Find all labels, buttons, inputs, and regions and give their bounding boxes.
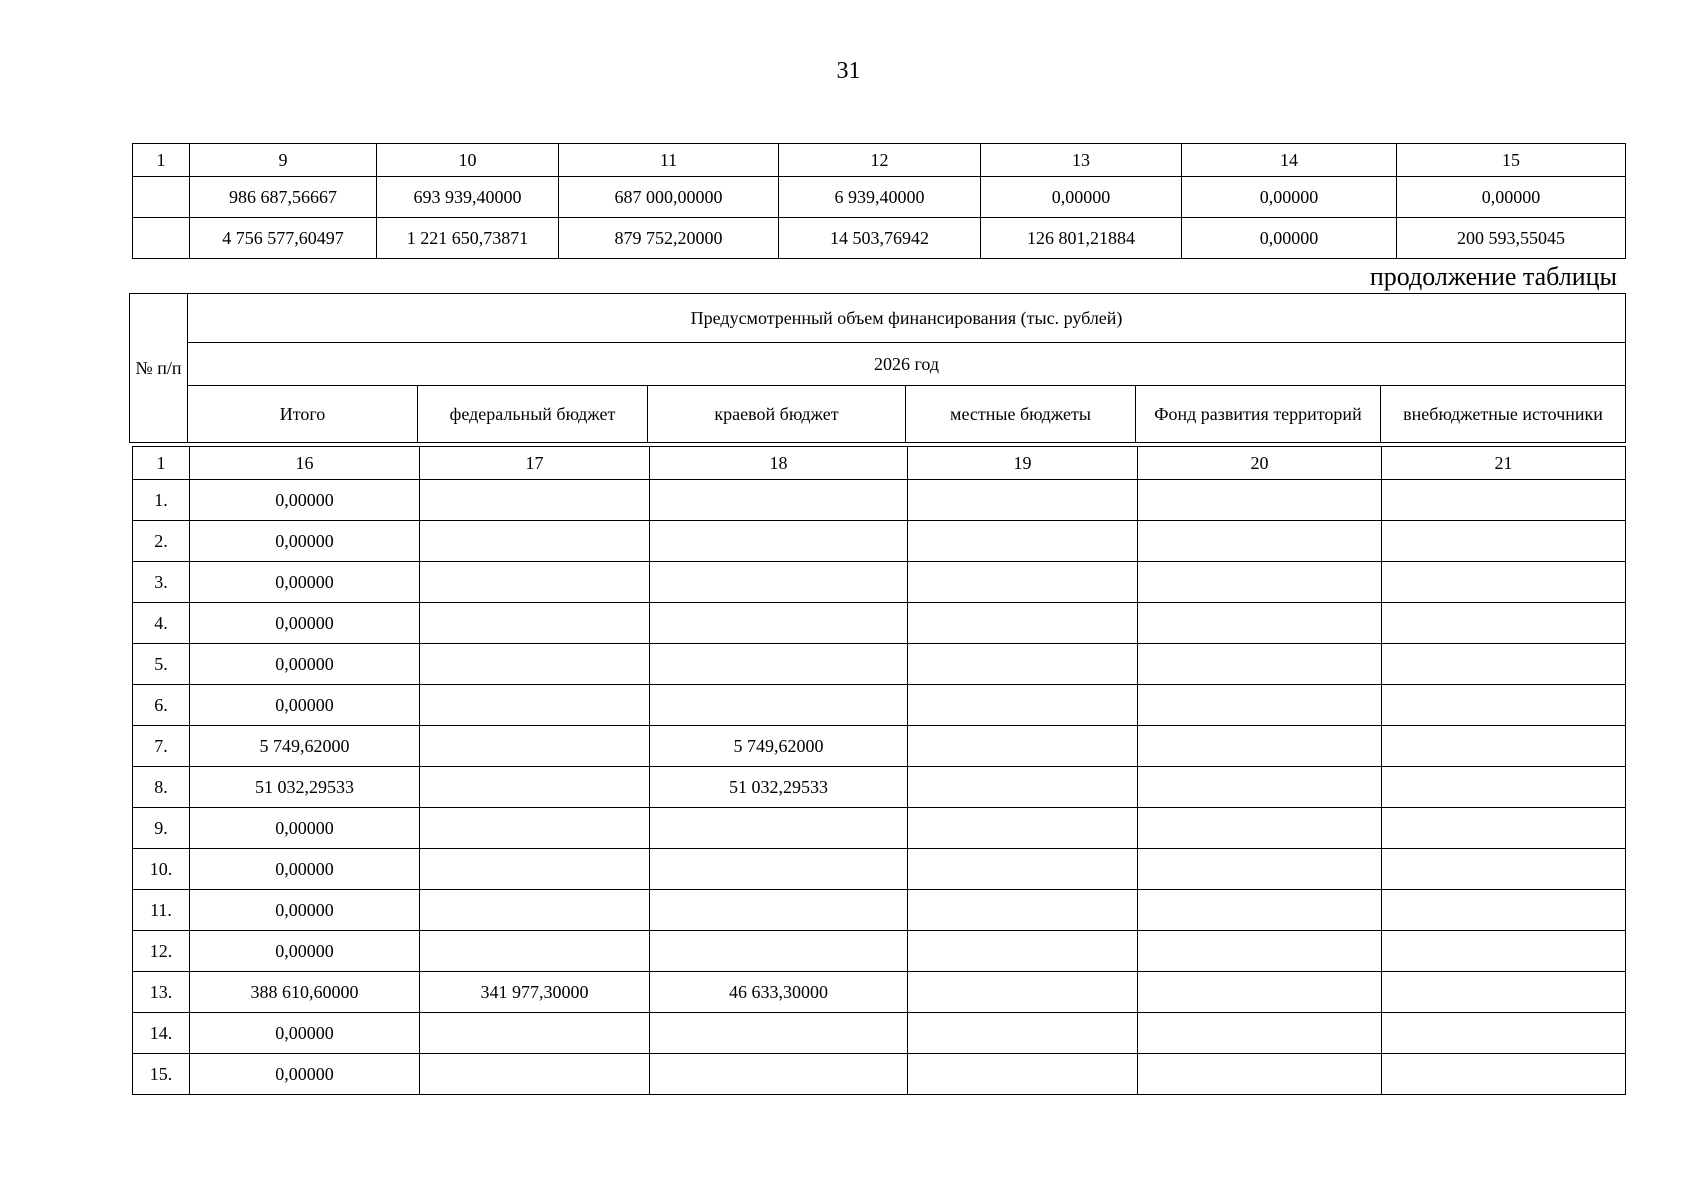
value-cell [1382,685,1626,726]
value-cell [1138,972,1382,1013]
value-cell: 5 749,62000 [650,726,908,767]
column-header-local-budgets: местные бюджеты [906,386,1136,443]
table-row [133,685,1626,726]
value-cell: 0,00000 [190,1054,420,1095]
value-cell [908,972,1138,1013]
value-cell: 5 749,62000 [190,726,420,767]
value-cell: 0,00000 [190,890,420,931]
row-number-cell [133,218,190,259]
table-row [133,1054,1626,1095]
value-cell: 4 756 577,60497 [190,218,377,259]
value-cell [1138,562,1382,603]
value-cell [1382,972,1626,1013]
value-cell: 0,00000 [190,521,420,562]
column-number-cell: 10 [377,144,559,177]
value-cell [650,644,908,685]
value-cell [1138,808,1382,849]
value-cell [908,890,1138,931]
table-row [133,890,1626,931]
page-number: 31 [836,58,861,84]
row-number-cell: 1. [133,480,190,521]
value-cell: 51 032,29533 [190,767,420,808]
value-cell [650,562,908,603]
value-cell [1138,480,1382,521]
value-cell [420,767,650,808]
table-row [133,562,1626,603]
value-cell [1138,726,1382,767]
row-number-cell: 3. [133,562,190,603]
value-cell [1382,521,1626,562]
value-cell: 46 633,30000 [650,972,908,1013]
funding-header-table [129,293,1626,443]
value-cell [1382,644,1626,685]
value-cell [1138,521,1382,562]
column-number-cell: 9 [190,144,377,177]
row-number-cell: 5. [133,644,190,685]
column-number-cell: 15 [1397,144,1626,177]
column-number-cell: 1 [133,144,190,177]
column-header-num: № п/п [130,294,188,443]
column-number-cell: 18 [650,447,908,480]
column-header-territory-fund: Фонд развития территорий [1136,386,1381,443]
value-cell [1382,603,1626,644]
value-cell [1382,480,1626,521]
value-cell: 1 221 650,73871 [377,218,559,259]
value-cell [908,849,1138,890]
table-row [133,1013,1626,1054]
value-cell [650,685,908,726]
value-cell: 341 977,30000 [420,972,650,1013]
table-row [133,972,1626,1013]
table-row [133,218,1626,259]
value-cell [1138,931,1382,972]
value-cell: 0,00000 [190,562,420,603]
value-cell: 687 000,00000 [559,177,779,218]
table-row [133,849,1626,890]
table-row [133,808,1626,849]
value-cell [420,931,650,972]
value-cell [1382,562,1626,603]
value-cell [1382,767,1626,808]
value-cell [1138,849,1382,890]
value-cell [650,890,908,931]
value-cell: 0,00000 [190,603,420,644]
value-cell [420,521,650,562]
column-number-cell: 11 [559,144,779,177]
table-row [133,767,1626,808]
value-cell [908,480,1138,521]
value-cell [420,808,650,849]
value-cell [1382,849,1626,890]
value-cell [1138,603,1382,644]
value-cell: 0,00000 [190,808,420,849]
funding-volume-header: Предусмотренный объем финансирования (тыс. рублей) [188,294,1626,343]
value-cell [1138,767,1382,808]
value-cell: 200 593,55045 [1397,218,1626,259]
value-cell [1382,1013,1626,1054]
row-number-cell: 13. [133,972,190,1013]
value-cell [420,644,650,685]
value-cell [420,562,650,603]
value-cell [908,767,1138,808]
value-cell: 126 801,21884 [981,218,1182,259]
row-number-cell: 2. [133,521,190,562]
value-cell [1382,808,1626,849]
value-cell [420,480,650,521]
value-cell [420,603,650,644]
value-cell [908,726,1138,767]
continuation-label: продолжение таблицы [1369,262,1617,291]
year-header: 2026 год [188,343,1626,386]
value-cell: 693 939,40000 [377,177,559,218]
row-number-cell [133,177,190,218]
row-number-cell: 7. [133,726,190,767]
column-header-regional-budget: краевой бюджет [648,386,906,443]
value-cell: 986 687,56667 [190,177,377,218]
value-cell [420,890,650,931]
table-row [133,177,1626,218]
funding-data-table [132,446,1626,1095]
table-row [133,644,1626,685]
value-cell: 0,00000 [190,931,420,972]
top-summary-table [132,143,1626,259]
row-number-cell: 8. [133,767,190,808]
value-cell: 0,00000 [190,685,420,726]
column-header-total: Итого [188,386,418,443]
row-number-cell: 14. [133,1013,190,1054]
value-cell [908,521,1138,562]
value-cell: 0,00000 [190,644,420,685]
value-cell [1138,685,1382,726]
value-cell [1382,726,1626,767]
value-cell [1138,644,1382,685]
value-cell [650,931,908,972]
value-cell [1382,890,1626,931]
column-number-cell: 20 [1138,447,1382,480]
row-number-cell: 4. [133,603,190,644]
value-cell [1138,1054,1382,1095]
value-cell [650,480,908,521]
value-cell [650,1054,908,1095]
value-cell: 0,00000 [981,177,1182,218]
value-cell: 0,00000 [1182,177,1397,218]
row-number-cell: 10. [133,849,190,890]
value-cell [1138,1013,1382,1054]
column-number-cell: 1 [133,447,190,480]
row-number-cell: 11. [133,890,190,931]
value-cell [908,931,1138,972]
value-cell [650,521,908,562]
value-cell [650,808,908,849]
value-cell [420,849,650,890]
row-number-cell: 12. [133,931,190,972]
column-number-cell: 12 [779,144,981,177]
value-cell [650,1013,908,1054]
column-number-cell: 17 [420,447,650,480]
value-cell [420,1054,650,1095]
value-cell [908,808,1138,849]
value-cell [908,603,1138,644]
column-header-extrabudgetary: внебюджетные источники [1381,386,1626,443]
value-cell [420,685,650,726]
value-cell: 14 503,76942 [779,218,981,259]
value-cell [420,726,650,767]
value-cell [908,685,1138,726]
column-number-cell: 13 [981,144,1182,177]
value-cell [1382,1054,1626,1095]
value-cell [420,1013,650,1054]
column-number-row [133,144,1626,177]
table-row [133,603,1626,644]
value-cell [650,603,908,644]
value-cell: 879 752,20000 [559,218,779,259]
table-row [133,931,1626,972]
value-cell [908,1013,1138,1054]
value-cell [908,1054,1138,1095]
value-cell [1382,931,1626,972]
row-number-cell: 15. [133,1054,190,1095]
value-cell [908,562,1138,603]
column-number-cell: 21 [1382,447,1626,480]
value-cell [650,849,908,890]
column-number-row [133,447,1626,480]
value-cell: 6 939,40000 [779,177,981,218]
value-cell [1138,890,1382,931]
table-row [133,726,1626,767]
table-row [133,521,1626,562]
column-header-federal-budget: федеральный бюджет [418,386,648,443]
value-cell: 0,00000 [190,1013,420,1054]
value-cell: 388 610,60000 [190,972,420,1013]
value-cell [908,644,1138,685]
column-number-cell: 16 [190,447,420,480]
value-cell: 51 032,29533 [650,767,908,808]
column-number-cell: 14 [1182,144,1397,177]
table-row [133,480,1626,521]
value-cell: 0,00000 [190,480,420,521]
value-cell: 0,00000 [190,849,420,890]
row-number-cell: 9. [133,808,190,849]
value-cell: 0,00000 [1397,177,1626,218]
value-cell: 0,00000 [1182,218,1397,259]
row-number-cell: 6. [133,685,190,726]
column-number-cell: 19 [908,447,1138,480]
